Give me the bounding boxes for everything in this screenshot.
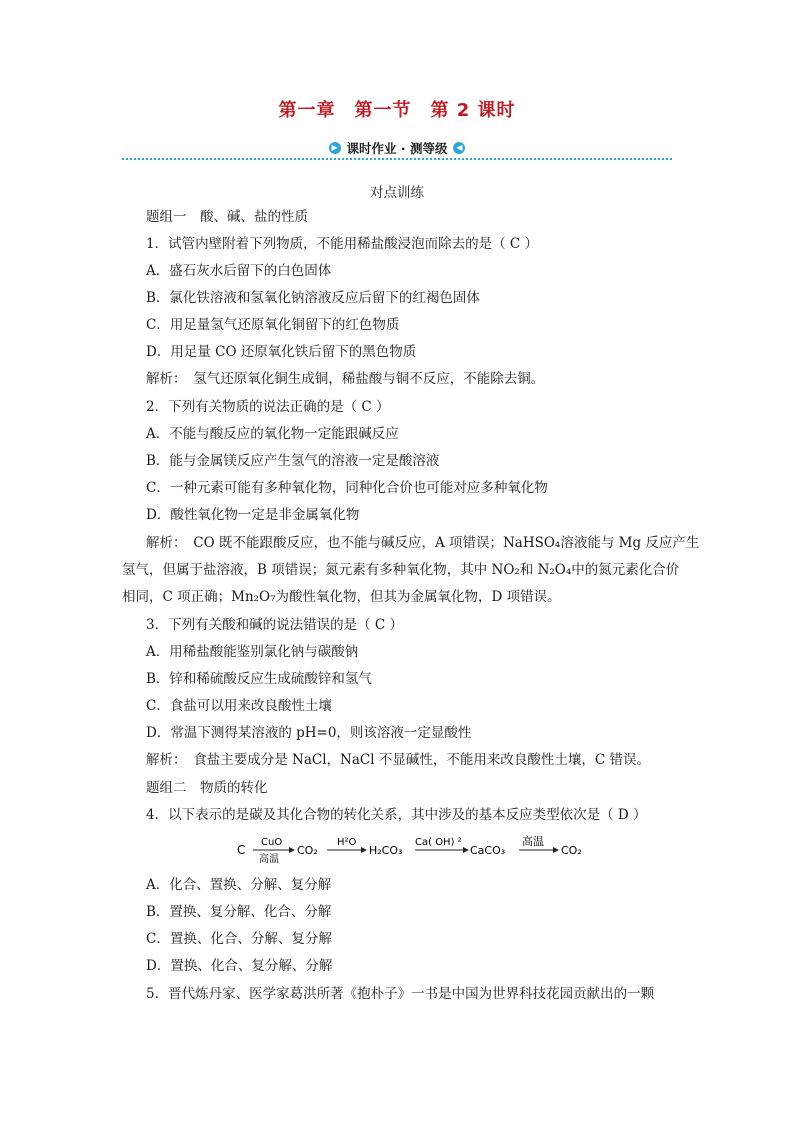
- analysis-line: 解析： CO 既不能跟酸反应，也不能与碱反应，A 项错误；NaHSO₄溶液能与 Mg 反应产生: [146, 535, 700, 551]
- text-line: 2．下列有关物质的说法正确的是（ C ）: [146, 399, 390, 415]
- eq-cond: H²O: [337, 837, 357, 848]
- text-line: C．一种元素可能有多种氧化物，同种化合价也可能对应多种氧化物: [146, 480, 548, 496]
- arrow-head: [361, 847, 367, 853]
- text-line: B．置换、复分解、化合、分解: [146, 904, 332, 920]
- eq-cond: 高温: [259, 854, 279, 864]
- arrow-head: [289, 847, 295, 853]
- section-heading: 对点训练: [370, 185, 424, 201]
- text-line: 题组二 物质的转化: [146, 780, 268, 796]
- text-line: C．食盐可以用来改良酸性土壤: [146, 698, 332, 714]
- text-line: B．能与金属镁反应产生氢气的溶液一定是酸溶液: [146, 453, 440, 469]
- eq-product: CaCO₃: [470, 844, 506, 857]
- eq-reactant: C: [237, 843, 246, 857]
- arrow-left-icon: ◀: [453, 142, 465, 154]
- text-line: D．酸性氧化物一定是非金属氧化物: [146, 507, 360, 523]
- banner: [0, 140, 794, 156]
- eq-product: H₂CO₃: [369, 844, 403, 857]
- text-line: A．盛石灰水后留下的白色固体: [146, 263, 332, 279]
- eq-product: CO₂: [561, 844, 582, 857]
- text-line: 4．以下表示的是碳及其化合物的转化关系，其中涉及的基本反应类型依次是（ D ）: [146, 807, 647, 823]
- arrow-head: [553, 847, 559, 853]
- reaction-equation: [235, 834, 595, 864]
- eq-cond: 高温: [522, 835, 544, 848]
- banner-label: 课时作业 · 测等级: [346, 141, 448, 156]
- text-line: 3．下列有关酸和碱的说法错误的是（ C ）: [146, 617, 404, 633]
- eq-cond: Ca( OH) ²: [415, 837, 462, 848]
- eq-cond: CuO: [261, 837, 283, 848]
- text-line: A．化合、置换、分解、复分解: [146, 877, 332, 893]
- arrow-head: [463, 847, 469, 853]
- text-line: 1．试管内壁附着下列物质，不能用稀盐酸浸泡而除去的是（ C ）: [146, 236, 539, 252]
- text-line: B．氯化铁溶液和氢氧化钠溶液反应后留下的红褐色固体: [146, 290, 480, 306]
- text-line: C．置换、化合、分解、复分解: [146, 931, 332, 947]
- arrow-right-icon: ▶: [329, 142, 341, 154]
- text-line: 题组一 酸、碱、盐的性质: [146, 209, 308, 225]
- text-line: B．锌和稀硫酸反应生成硫酸锌和氢气: [146, 671, 372, 687]
- text-line: 解析： 氢气还原氧化铜生成铜，稀盐酸与铜不反应，不能除去铜。: [146, 371, 545, 387]
- text-line: 5．晋代炼丹家、医学家葛洪所著《抱朴子》一书是中国为世界科技花园贡献出的一颗: [146, 986, 655, 1002]
- analysis-line: 氢气，但属于盐溶液，B 项错误；氮元素有多种氧化物，其中 NO₂和 N₂O₄中的氮元素化合价: [122, 562, 680, 578]
- eq-product: CO₂: [297, 844, 318, 857]
- text-line: D．常温下测得某溶液的 pH=0，则该溶液一定显酸性: [146, 725, 472, 741]
- analysis-line: 相同，C 项正确；Mn₂O₇为酸性氧化物，但其为金属氧化物，D 项错误。: [122, 589, 561, 605]
- divider: [122, 158, 672, 160]
- text-line: 解析： 食盐主要成分是 NaCl，NaCl 不显碱性，不能用来改良酸性土壤，C 错误。: [146, 752, 650, 768]
- text-line: C．用足量氢气还原氧化铜留下的红色物质: [146, 317, 400, 333]
- page-title: 第一章 第一节 第 2 课时: [278, 100, 516, 121]
- text-line: A．不能与酸反应的氧化物一定能跟碱反应: [146, 426, 399, 442]
- text-line: D．用足量 CO 还原氧化铁后留下的黑色物质: [146, 344, 417, 360]
- text-line: D．置换、化合、复分解、分解: [146, 958, 333, 974]
- text-line: A．用稀盐酸能鉴别氯化钠与碳酸钠: [146, 644, 359, 660]
